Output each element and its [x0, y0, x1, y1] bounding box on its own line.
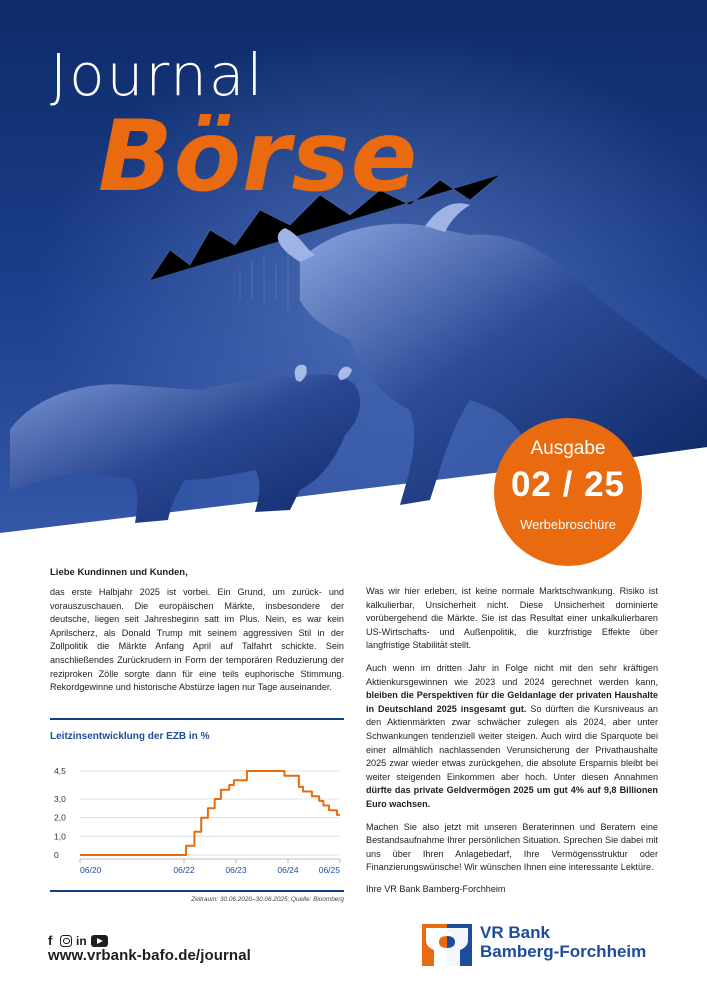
instagram-icon[interactable]: [60, 935, 72, 947]
facebook-icon[interactable]: f: [48, 933, 53, 949]
y-tick-label: 3,0: [54, 794, 66, 804]
y-tick-label: 2,0: [54, 812, 66, 823]
x-tick-label: 06/25: [318, 865, 340, 875]
bank-name-line-2: Bamberg-Forchheim: [480, 942, 647, 961]
letter-column-left: [50, 567, 344, 695]
letter-paragraph-2-highlight-2: dürfte das private Geldvermögen 2025 um gut 4% auf 9,8 Billionen Euro wachsen.: [366, 785, 658, 809]
letter-paragraph-2-part-b: So dürften die Kursniveaus an den Aktienmärkten zwar schwächer zulegen als 2024, aber unter Schwankungen tendenziell weiter steigen. Auch wird die Sparquote bei einer allmählich nachlassenden Verunsicherung der Privathaushalte 2025 zwar wieder etwas zurückgehen, die absolute Ersparnis bleibt bei weiter steigenden Einkommen aber hoch. Unter diesen Annahmen: [366, 703, 658, 782]
bank-name-line-1: VR Bank: [480, 923, 550, 942]
x-tick-label: 06/20: [80, 865, 102, 875]
masthead-title-journal: Journal: [50, 41, 265, 109]
letter-intro-paragraph: das erste Halbjahr 2025 ist vorbei. Ein Grund, um zurück- und vorauszuschauen. Die europäischen Märkte, insbesondere der deutsche, liegen seit Jahresbeginn satt im Plus. Nein, es war kein Aprilscherz, als Donald Trump mit seinem aggressiven Stil in der Zollpolitik die Märkte Anfang April auf Talfahrt schickte. Sein anschließendes Zurückrudern in Form der temporären Reduzierung der reziproken Zölle sorgte dann für eine teils euphorische Stimmung. Rekordgewinne und historische Abstürze lagen nur Tage auseinander.: [50, 587, 344, 693]
youtube-icon[interactable]: [91, 935, 108, 947]
letter-greeting: Liebe Kundinnen und Kunden,: [50, 567, 188, 578]
issue-badge-subtitle: Werbebroschüre: [520, 517, 616, 532]
letter-paragraph-2-highlight-1: bleiben die Perspektiven für die Geldanlage der privaten Haushalte in Deutschland 2025 insgesamt gut.: [366, 690, 658, 714]
social-media-links: [48, 932, 112, 949]
ecb-rate-chart: [50, 718, 344, 918]
letter-paragraph-2: [366, 662, 658, 812]
vr-bank-logo-icon: [422, 924, 472, 966]
bank-name: [480, 923, 646, 961]
linkedin-icon[interactable]: in: [76, 933, 87, 948]
letter-paragraph-1: Was wir hier erleben, ist keine normale Marktschwankung. Risiko ist kalkulierbar, Unsicherheit nicht. Diese Unsicherheit dominierte vorübergehend die Märkte. Sie ist das Resultat einer unkalkulierbaren US-Wirtschafts- und Außenpolitik, die kurzfristige Effekte über langfristige Stabilität stellt.: [366, 586, 658, 651]
x-tick-label: 06/23: [225, 865, 247, 875]
chart-bottom-rule: [50, 890, 344, 892]
x-tick-label: 06/24: [277, 865, 299, 875]
y-tick-label: 1,0: [54, 831, 66, 842]
masthead-title-boerse: Börse: [98, 100, 419, 214]
series-line-leitzins: [80, 771, 340, 855]
y-tick-label: 4,5: [54, 766, 66, 776]
letter-signature: Ihre VR Bank Bamberg-Forchheim: [366, 883, 506, 894]
y-tick-label: 0: [54, 850, 59, 860]
chart-source-note: Zeitraum: 30.06.2020–30.06.2025; Quelle: Bloomberg: [191, 896, 344, 903]
x-tick-label: 06/22: [173, 865, 195, 875]
chart-top-rule: [50, 718, 344, 720]
issue-badge-number: 02 / 25: [510, 465, 626, 504]
letter-column-right: [366, 585, 658, 894]
website-link[interactable]: www.vrbank-bafo.de/journal: [48, 947, 251, 964]
issue-badge: [494, 418, 642, 566]
letter-paragraph-3: Machen Sie also jetzt mit unseren Beraterinnen und Beratern eine Bestandsaufnahme Ihrer persönlichen Situation. Sprechen Sie dabei mit uns über Ihren Anlagebedarf, Ihre Vermögensstruktur oder Finanzierungswünsche! Wir wünschen Ihnen eine interessante Lektüre.: [366, 821, 658, 873]
issue-badge-label: Ausgabe: [530, 438, 606, 459]
chart-title: Leitzinsentwicklung der EZB in %: [50, 731, 210, 742]
letter-paragraph-2-part-a: Auch wenn im dritten Jahr in Folge nicht mit den sehr kräftigen Aktienkursgewinnen wie 2023 und 2024 gerechnet werden kann,: [366, 662, 658, 687]
chart-plot-area: [50, 758, 344, 888]
